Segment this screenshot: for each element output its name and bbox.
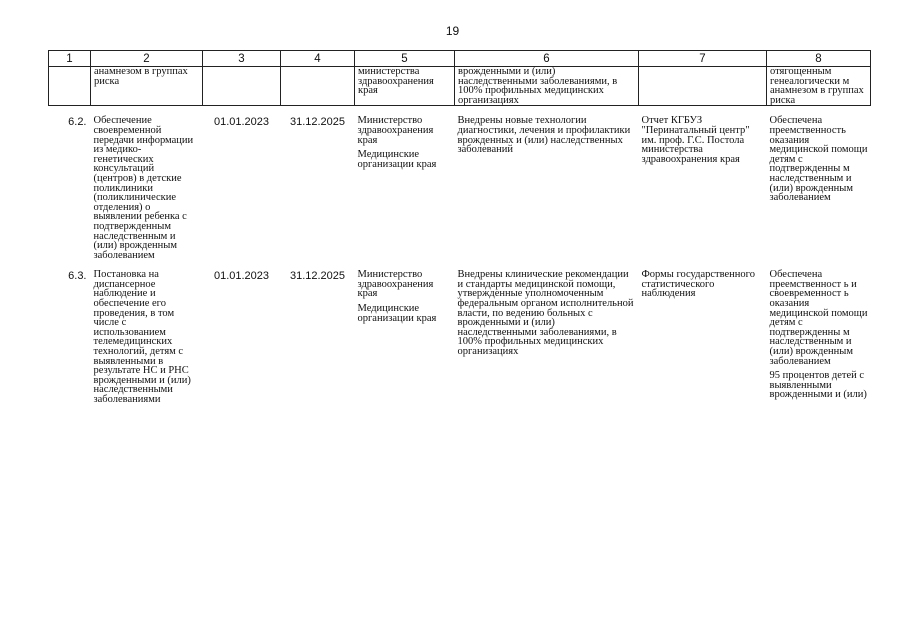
col-header-2: 2 [91,51,203,67]
executor-ministry: Министерство здравоохранения края [357,269,434,300]
row-number: 6.2. [68,116,87,129]
executor-ministry: Министерство здравоохранения края [357,115,434,146]
start-date: 01.01.2023 [213,116,270,129]
control-form: Формы государственного статистического наблюдения [641,269,755,300]
continuation-result: врожденными и (или) наследственными заболеваниями, в 100% профильных медицинских организациях [458,66,618,106]
col-header-5: 5 [355,51,455,67]
col-header-3: 3 [203,51,281,67]
header-row [49,51,871,67]
effect-percentage: 95 процентов детей с выявленными врожденными и (или) [769,370,867,401]
start-date: 01.01.2023 [213,270,270,283]
expected-result: Внедрены клинические рекомендации и стандарты медицинской помощи, утвержденные уполномоченным федеральным органом исполнительной власти, по ведению больных с врожденными и (или) наследственными заболеваниями, в 100% профильных медицинских организациях [457,269,634,358]
measure-name: Обеспечение своевременной передачи информации из медико-генетических консультаций (центров) в детские поликлиники (поликлинические отделения) о выявлении ребенка с подтвержденным наследственным и (или) врожденным заболеванием [93,115,194,261]
expected-result: Внедрены новые технологии диагностики, лечения и профилактики врожденных и (или) наследственных заболеваний [457,115,631,156]
measures-table [48,50,871,405]
table-row [49,260,871,404]
col-header-7: 7 [639,51,767,67]
effect-text: Обеспечена преемственност ь и своевременност ь оказания медицинской помощи детям с подтвержденны м наследственным и (или) врожденным заболеванием [769,269,868,367]
col-header-6: 6 [455,51,639,67]
col-header-1: 1 [49,51,91,67]
executor-organizations: Медицинские организации края [357,149,437,170]
executor-organizations: Медицинские организации края [357,303,437,324]
col-header-4: 4 [281,51,355,67]
continuation-effect: отягощенным генеалогически м анамнезом в группах риска [770,66,864,106]
measure-name: Постановка на диспансерное наблюдение и обеспечение его проведения, в том числе с использованием телемедицинских технологий, детям с выявленными в результате НС и РНС врожденными и (или) наследственными заболеваниями [93,269,191,405]
effect-text: Обеспечена преемственность оказания медицинской помощи детям с подтвержденны м наследственным и (или) врожденным заболеванием [769,115,868,204]
continuation-row [49,67,871,106]
table-row [49,106,871,260]
control-form: Отчет КГБУЗ "Перинатальный центр" им. проф. Г.С. Постола министерства здравоохранения края [641,115,750,165]
continuation-executor: министерства здравоохранения края [358,66,434,97]
end-date: 31.12.2025 [289,116,346,129]
row-number: 6.3. [68,270,87,283]
continuation-name: анамнезом в группах риска [94,66,188,87]
page-number: 19 [445,24,460,38]
end-date: 31.12.2025 [289,270,346,283]
col-header-8: 8 [767,51,871,67]
